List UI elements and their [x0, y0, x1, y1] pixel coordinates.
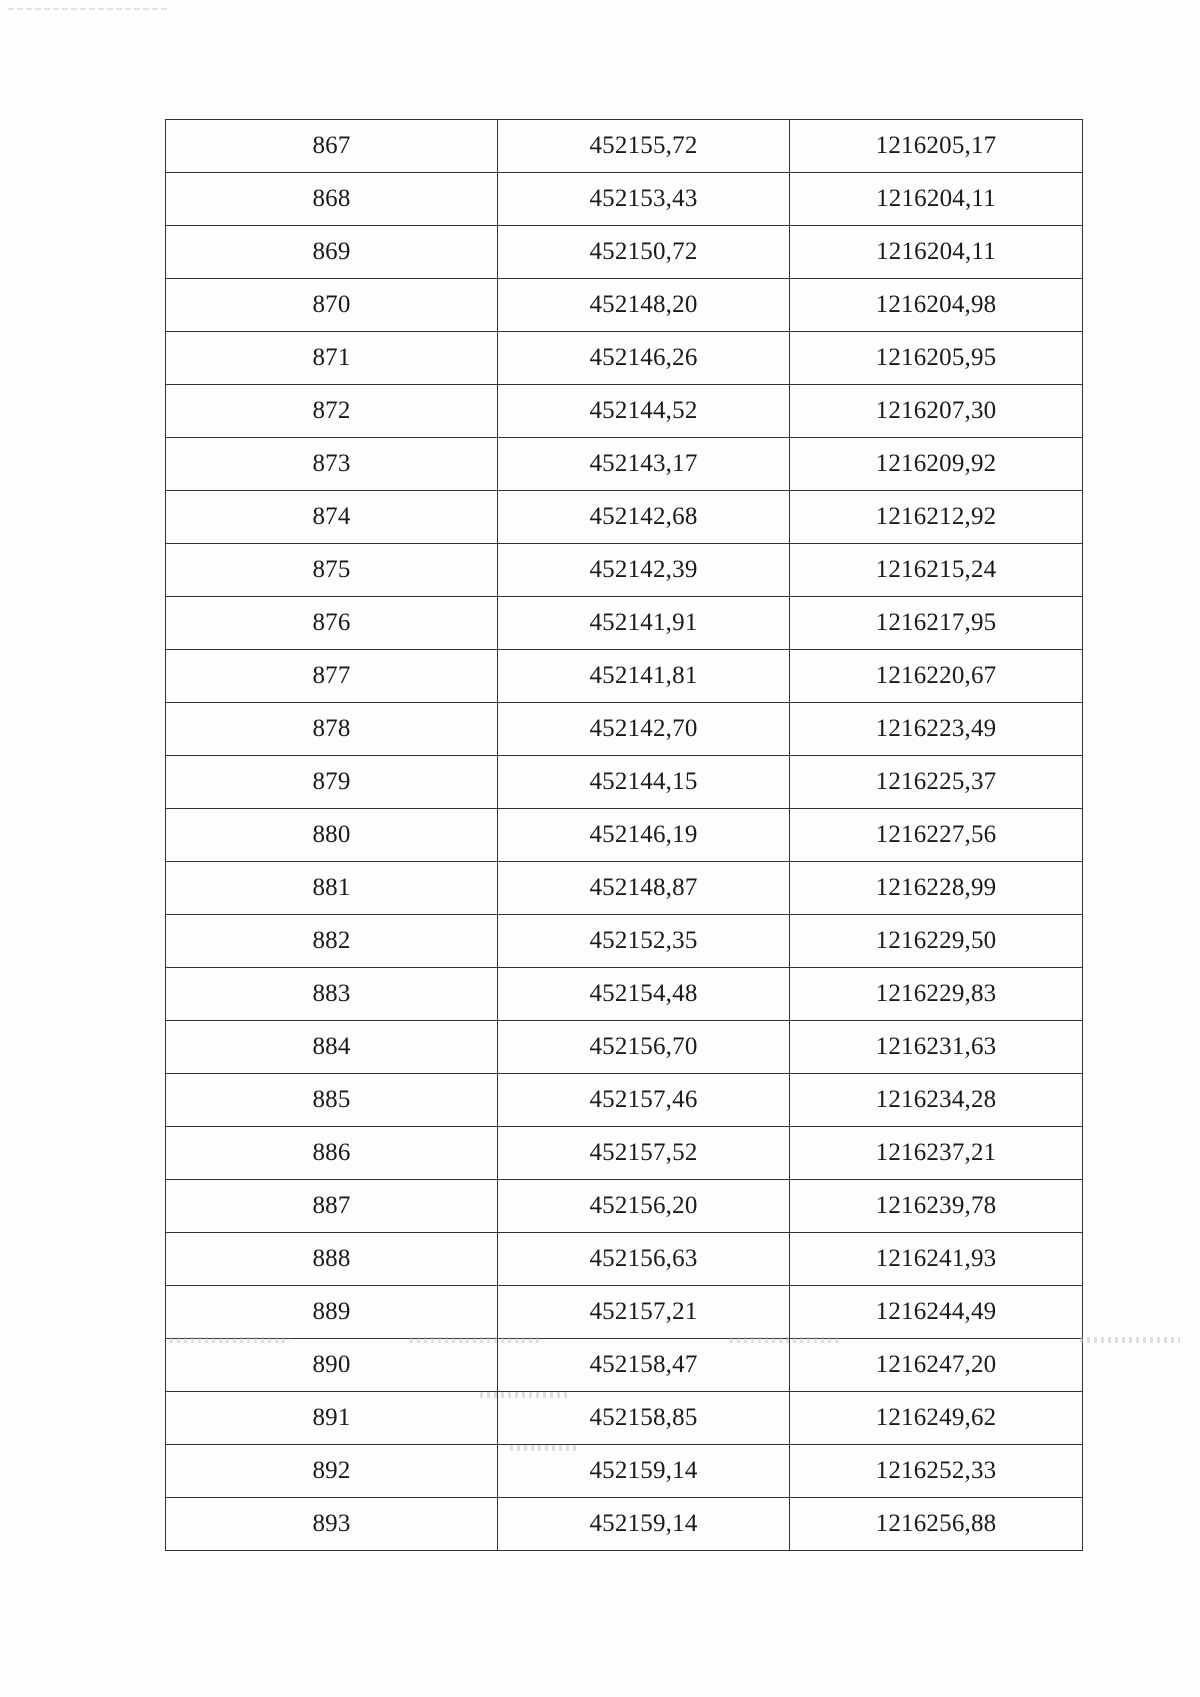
point-number-cell: 882: [166, 915, 498, 968]
table-row: [166, 279, 1083, 332]
point-number-cell: 891: [166, 1392, 498, 1445]
y-coordinate-cell: 1216247,20: [790, 1339, 1083, 1392]
x-coordinate-cell: 452156,63: [498, 1233, 790, 1286]
x-coordinate-cell: 452148,20: [498, 279, 790, 332]
x-coordinate-cell: 452156,70: [498, 1021, 790, 1074]
point-number-cell: 890: [166, 1339, 498, 1392]
bleed-through-artifact: [410, 1337, 540, 1343]
x-coordinate-cell: 452158,85: [498, 1392, 790, 1445]
table-row: [166, 1233, 1083, 1286]
table-body: [166, 120, 1083, 1551]
x-coordinate-cell: 452144,52: [498, 385, 790, 438]
point-number-cell: 876: [166, 597, 498, 650]
y-coordinate-cell: 1216229,50: [790, 915, 1083, 968]
x-coordinate-cell: 452158,47: [498, 1339, 790, 1392]
table-row: [166, 332, 1083, 385]
x-coordinate-cell: 452152,35: [498, 915, 790, 968]
x-coordinate-cell: 452144,15: [498, 756, 790, 809]
x-coordinate-cell: 452143,17: [498, 438, 790, 491]
table-row: [166, 968, 1083, 1021]
x-coordinate-cell: 452159,14: [498, 1445, 790, 1498]
point-number-cell: 867: [166, 120, 498, 173]
x-coordinate-cell: 452156,20: [498, 1180, 790, 1233]
y-coordinate-cell: 1216209,92: [790, 438, 1083, 491]
y-coordinate-cell: 1216249,62: [790, 1392, 1083, 1445]
table-row: [166, 650, 1083, 703]
y-coordinate-cell: 1216241,93: [790, 1233, 1083, 1286]
table-row: [166, 173, 1083, 226]
y-coordinate-cell: 1216229,83: [790, 968, 1083, 1021]
table-row: [166, 438, 1083, 491]
y-coordinate-cell: 1216244,49: [790, 1286, 1083, 1339]
table-row: [166, 1180, 1083, 1233]
x-coordinate-cell: 452142,70: [498, 703, 790, 756]
bleed-through-artifact: [170, 1337, 290, 1343]
point-number-cell: 879: [166, 756, 498, 809]
point-number-cell: 888: [166, 1233, 498, 1286]
table-row: [166, 756, 1083, 809]
point-number-cell: 872: [166, 385, 498, 438]
point-number-cell: 885: [166, 1074, 498, 1127]
point-number-cell: 886: [166, 1127, 498, 1180]
table-row: [166, 1074, 1083, 1127]
table-row: [166, 915, 1083, 968]
y-coordinate-cell: 1216223,49: [790, 703, 1083, 756]
x-coordinate-cell: 452141,91: [498, 597, 790, 650]
x-coordinate-cell: 452146,19: [498, 809, 790, 862]
x-coordinate-cell: 452157,52: [498, 1127, 790, 1180]
point-number-cell: 883: [166, 968, 498, 1021]
y-coordinate-cell: 1216204,11: [790, 173, 1083, 226]
y-coordinate-cell: 1216231,63: [790, 1021, 1083, 1074]
y-coordinate-cell: 1216239,78: [790, 1180, 1083, 1233]
x-coordinate-cell: 452146,26: [498, 332, 790, 385]
point-number-cell: 878: [166, 703, 498, 756]
table-row: [166, 862, 1083, 915]
scan-artifact: [8, 8, 168, 10]
point-number-cell: 884: [166, 1021, 498, 1074]
point-number-cell: 881: [166, 862, 498, 915]
point-number-cell: 887: [166, 1180, 498, 1233]
table-row: [166, 385, 1083, 438]
y-coordinate-cell: 1216212,92: [790, 491, 1083, 544]
x-coordinate-cell: 452155,72: [498, 120, 790, 173]
table-row: [166, 1286, 1083, 1339]
table-row: [166, 597, 1083, 650]
point-number-cell: 877: [166, 650, 498, 703]
table-row: [166, 703, 1083, 756]
x-coordinate-cell: 452154,48: [498, 968, 790, 1021]
table-row: [166, 1445, 1083, 1498]
table-row: [166, 120, 1083, 173]
y-coordinate-cell: 1216237,21: [790, 1127, 1083, 1180]
x-coordinate-cell: 452159,14: [498, 1498, 790, 1551]
point-number-cell: 868: [166, 173, 498, 226]
x-coordinate-cell: 452141,81: [498, 650, 790, 703]
x-coordinate-cell: 452157,46: [498, 1074, 790, 1127]
x-coordinate-cell: 452148,87: [498, 862, 790, 915]
bleed-through-artifact: [510, 1445, 580, 1451]
point-number-cell: 889: [166, 1286, 498, 1339]
coordinates-table: [165, 119, 1083, 1551]
table-row: [166, 1339, 1083, 1392]
x-coordinate-cell: 452157,21: [498, 1286, 790, 1339]
bleed-through-artifact: [1080, 1337, 1180, 1343]
table-row: [166, 1392, 1083, 1445]
bleed-through-artifact: [730, 1337, 840, 1343]
y-coordinate-cell: 1216252,33: [790, 1445, 1083, 1498]
point-number-cell: 875: [166, 544, 498, 597]
point-number-cell: 869: [166, 226, 498, 279]
table-row: [166, 491, 1083, 544]
y-coordinate-cell: 1216205,17: [790, 120, 1083, 173]
point-number-cell: 873: [166, 438, 498, 491]
y-coordinate-cell: 1216207,30: [790, 385, 1083, 438]
table-row: [166, 1498, 1083, 1551]
x-coordinate-cell: 452142,68: [498, 491, 790, 544]
x-coordinate-cell: 452150,72: [498, 226, 790, 279]
point-number-cell: 870: [166, 279, 498, 332]
table-row: [166, 1127, 1083, 1180]
table-row: [166, 1021, 1083, 1074]
table-row: [166, 544, 1083, 597]
x-coordinate-cell: 452153,43: [498, 173, 790, 226]
point-number-cell: 874: [166, 491, 498, 544]
table-row: [166, 226, 1083, 279]
bleed-through-artifact: [480, 1392, 570, 1398]
y-coordinate-cell: 1216204,11: [790, 226, 1083, 279]
y-coordinate-cell: 1216217,95: [790, 597, 1083, 650]
y-coordinate-cell: 1216220,67: [790, 650, 1083, 703]
y-coordinate-cell: 1216204,98: [790, 279, 1083, 332]
x-coordinate-cell: 452142,39: [498, 544, 790, 597]
point-number-cell: 893: [166, 1498, 498, 1551]
point-number-cell: 880: [166, 809, 498, 862]
y-coordinate-cell: 1216234,28: [790, 1074, 1083, 1127]
y-coordinate-cell: 1216228,99: [790, 862, 1083, 915]
point-number-cell: 871: [166, 332, 498, 385]
point-number-cell: 892: [166, 1445, 498, 1498]
y-coordinate-cell: 1216215,24: [790, 544, 1083, 597]
y-coordinate-cell: 1216227,56: [790, 809, 1083, 862]
y-coordinate-cell: 1216205,95: [790, 332, 1083, 385]
y-coordinate-cell: 1216225,37: [790, 756, 1083, 809]
y-coordinate-cell: 1216256,88: [790, 1498, 1083, 1551]
table-row: [166, 809, 1083, 862]
